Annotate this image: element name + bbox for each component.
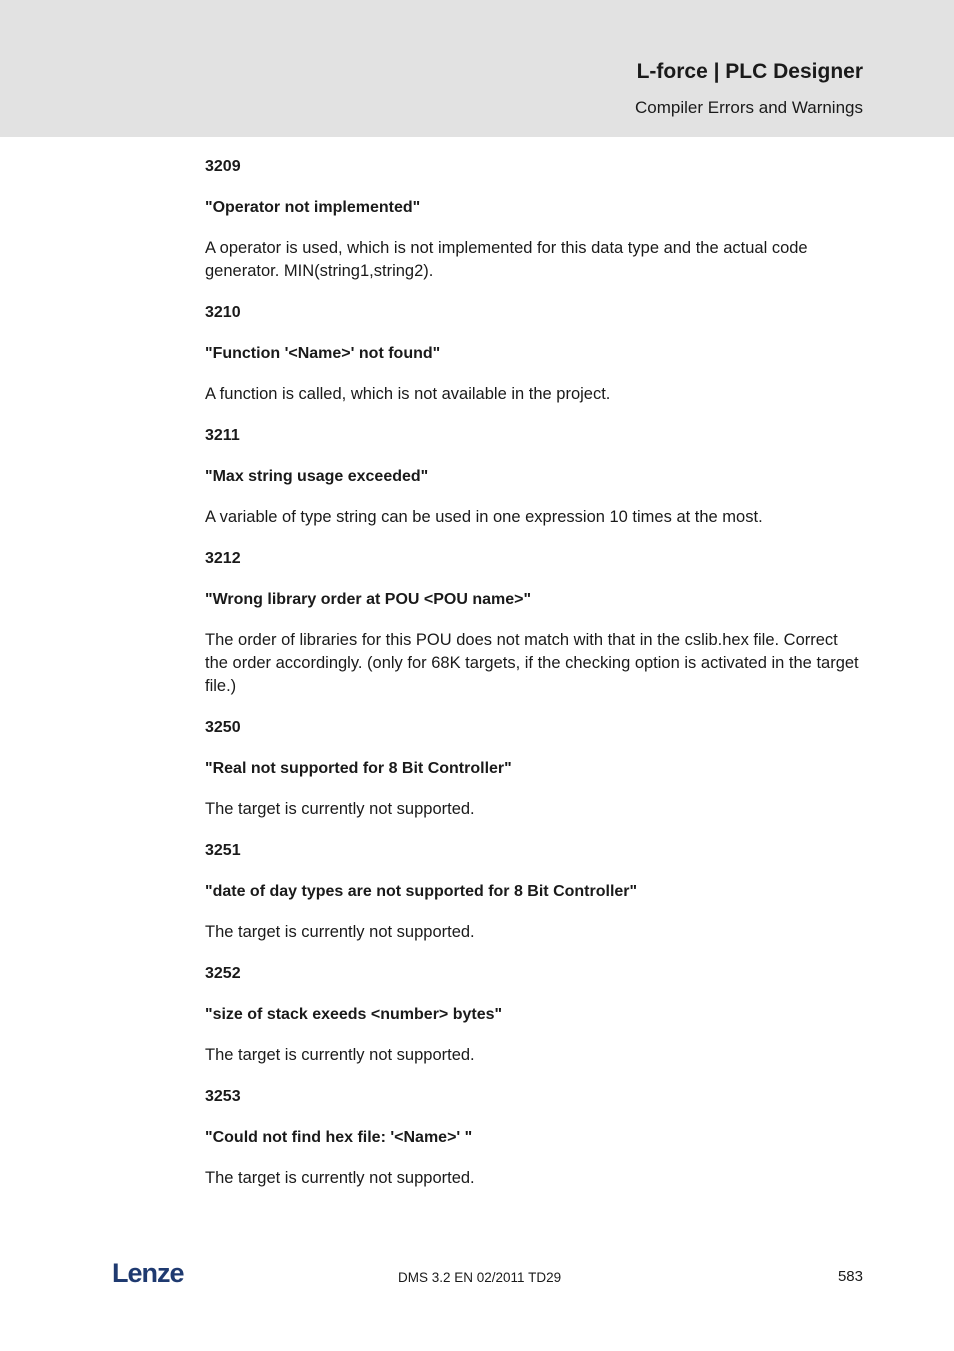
error-title: "Max string usage exceeded" [205,468,429,485]
error-title: "Function '<Name>' not found" [205,345,441,362]
error-entry-3210 [205,301,865,406]
error-title: "Real not supported for 8 Bit Controller" [205,760,512,777]
error-title: "Could not find hex file: '<Name>' " [205,1129,473,1146]
error-entry-3251 [205,839,865,944]
error-description: A operator is used, which is not implemented for this data type and the actual code generator. MIN(string1,string2). [205,239,808,280]
error-entry-3252 [205,962,865,1067]
error-description: The target is currently not supported. [205,800,475,818]
error-entry-3209 [205,155,865,283]
page-number: 583 [837,1268,863,1285]
error-code: 3251 [205,842,241,859]
document-id: DMS 3.2 EN 02/2011 TD29 [398,1270,562,1285]
error-code: 3209 [205,158,241,175]
error-code: 3253 [205,1088,241,1105]
error-entry-3253 [205,1085,865,1190]
main-content [205,155,865,1208]
error-description: The target is currently not supported. [205,1046,475,1064]
error-code: 3252 [205,965,241,982]
error-code: 3210 [205,304,241,321]
lenze-logo: Lenze [112,1258,184,1288]
header-title: L-force | PLC Designer [636,60,863,83]
error-description: A function is called, which is not available in the project. [205,385,611,403]
error-entry-3212 [205,547,865,698]
error-title: "Wrong library order at POU <POU name>" [205,591,532,608]
error-description: The order of libraries for this POU does not match with that in the cslib.hex file. Correct the order accordingly. (only for 68K targets, if the checking option is activated in the target file.) [205,631,859,695]
error-entry-3250 [205,716,865,821]
page-header [0,0,954,137]
error-entry-3211 [205,424,865,529]
error-title: "size of stack exeeds <number> bytes" [205,1006,503,1023]
error-code: 3211 [205,427,240,444]
header-subtitle: Compiler Errors and Warnings [635,98,863,117]
error-description: The target is currently not supported. [205,1169,475,1187]
error-code: 3250 [205,719,241,736]
error-description: The target is currently not supported. [205,923,475,941]
error-code: 3212 [205,550,241,567]
error-description: A variable of type string can be used in one expression 10 times at the most. [205,508,763,526]
error-title: "Operator not implemented" [205,199,421,216]
error-title: "date of day types are not supported for 8 Bit Controller" [205,883,638,900]
